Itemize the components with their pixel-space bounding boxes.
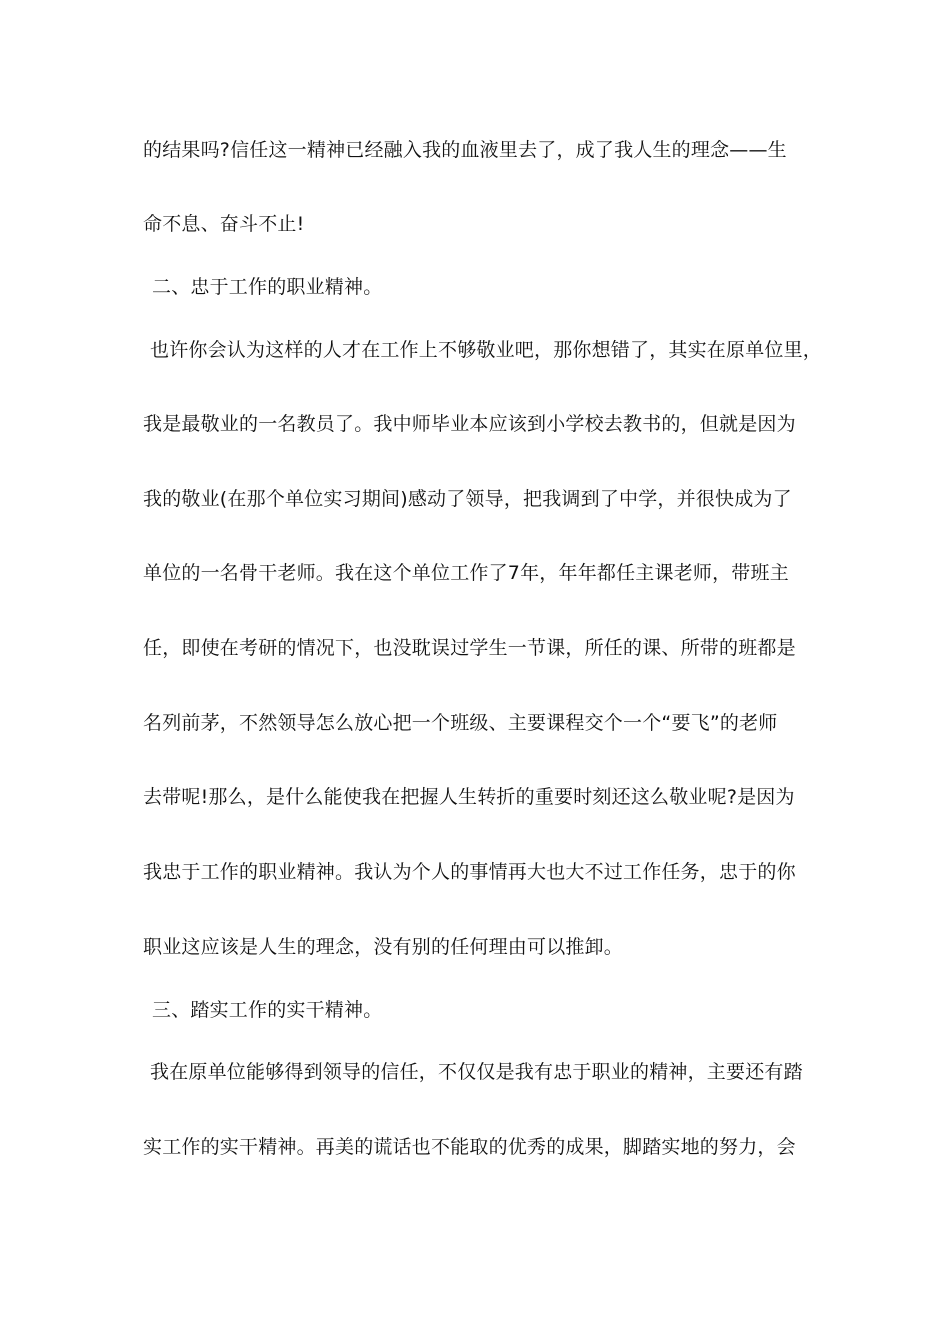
body-text-line: 我是最敬业的一名教员了。我中师毕业本应该到小学校去教书的，但就是因为 <box>143 413 796 435</box>
body-text-line: 我忠于工作的职业精神。我认为个人的事情再大也大不过工作任务，忠于的你 <box>143 861 796 883</box>
paragraph-first-line: 我在原单位能够得到领导的信任，不仅仅是我有忠于职业的精神，主要还有踏 <box>150 1061 803 1083</box>
section-heading: 三、踏实工作的实干精神。 <box>152 999 383 1021</box>
paragraph-first-line: 也许你会认为这样的人才在工作上不够敬业吧，那你想错了，其实在原单位里， <box>150 339 823 361</box>
body-text-line: 职业这应该是人生的理念，没有别的任何理由可以推卸。 <box>143 936 624 958</box>
body-text-line: 我的敬业(在那个单位实习期间)感动了领导，把我调到了中学，并很快成为了 <box>143 488 792 510</box>
body-text-line: 去带呢!那么，是什么能使我在把握人生转折的重要时刻还这么敬业呢?是因为 <box>143 786 795 808</box>
section-heading: 二、忠于工作的职业精神。 <box>152 276 383 298</box>
body-text-line: 命不息、奋斗不止! <box>143 213 305 235</box>
body-text-line: 实工作的实干精神。再美的谎话也不能取的优秀的成果，脚踏实地的努力，会 <box>143 1136 796 1158</box>
body-text-line: 任，即使在考研的情况下，也没耽误过学生一节课，所任的课、所带的班都是 <box>143 637 796 659</box>
body-text-line: 名列前茅，不然领导怎么放心把一个班级、主要课程交个一个“要飞”的老师 <box>143 712 778 734</box>
body-text-line: 的结果吗?信任这一精神已经融入我的血液里去了，成了我人生的理念——生 <box>143 139 787 161</box>
body-text-line: 单位的一名骨干老师。我在这个单位工作了7年，年年都任主课老师，带班主 <box>143 562 789 584</box>
